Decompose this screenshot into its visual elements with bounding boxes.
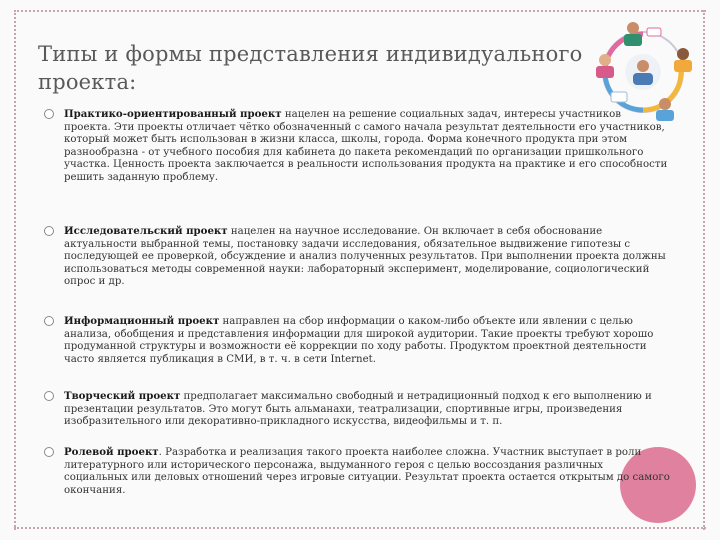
bullet-circle-icon — [44, 447, 54, 457]
bullet-circle-icon — [44, 109, 54, 119]
item-term: Ролевой проект — [64, 446, 159, 458]
list-item-text — [64, 108, 670, 185]
item-description: нацелен на решение социальных задач, интересы участников проекта. Эти проекты отличает чётко обозначенный с самого начала результат деятельности его участников, который может быть использован в жизни класса, школы, города. Форма конечного продукта при этом разнообразна - от учебного пособия для кабинета до пакета рекомендаций по организации пришкольного участка. Ценность проекта заключается в реальности использования продукта на практике и его способности решить заданную проблему. — [64, 109, 668, 183]
list-item-text — [64, 225, 670, 289]
item-description: нацелен на научное исследование. Он включает в себя обоснование актуальности выбранной темы, постановку задачи исследования, обязательное выдвижение гипотезы с последующей ее проверкой, обсуждение и анализ полученных результатов. При выполнении проекта должны использоваться методы современной науки: лабораторный эксперимент, моделирование, социологический опрос и др. — [64, 226, 666, 288]
item-term: Исследовательский проект — [64, 225, 228, 237]
slide-title: Типы и формы представления индивидуального проекта: — [38, 42, 583, 94]
bullet-circle-icon — [44, 316, 54, 326]
list-item-text — [64, 446, 670, 497]
item-description: . Разработка и реализация такого проекта наиболее сложна. Участник выступает в роли литературного или исторического персонажа, выдуманного героя с целью воссоздания различных социальных или деловых отношений через игровые ситуации. Результат проекта остается открытым до самого окончания. — [64, 447, 670, 496]
item-term: Практико-ориентированный проект — [64, 108, 282, 120]
item-term: Информационный проект — [64, 315, 220, 327]
bullet-circle-icon — [44, 391, 54, 401]
frame-border-right — [703, 10, 706, 530]
item-description: направлен на сбор информации о каком-либо объекте или явлении с целью анализа, обобщения и представления информации для широкой аудитории. Такие проекты требуют хорошо продуманной структуры и возможности её коррекции по ходу работы. Продуктом проектной деятельности часто является публикация в СМИ, в т. ч. в сети Internet. — [64, 316, 654, 365]
item-term: Творческий проект — [64, 390, 181, 402]
bullet-circle-icon — [44, 226, 54, 236]
frame-border-bottom — [14, 527, 706, 530]
item-description: предполагает максимально свободный и нетрадиционный подход к его выполнению и презентации результатов. Это могут быть альманахи, театрализации, спортивные игры, произведения изобразительного или декоративно-прикладного искусства, видеофильмы и т. п. — [64, 391, 652, 428]
frame-border-left — [14, 10, 17, 530]
list-item-text — [64, 390, 670, 429]
list-item-text — [64, 315, 670, 366]
frame-border-top — [14, 10, 706, 13]
